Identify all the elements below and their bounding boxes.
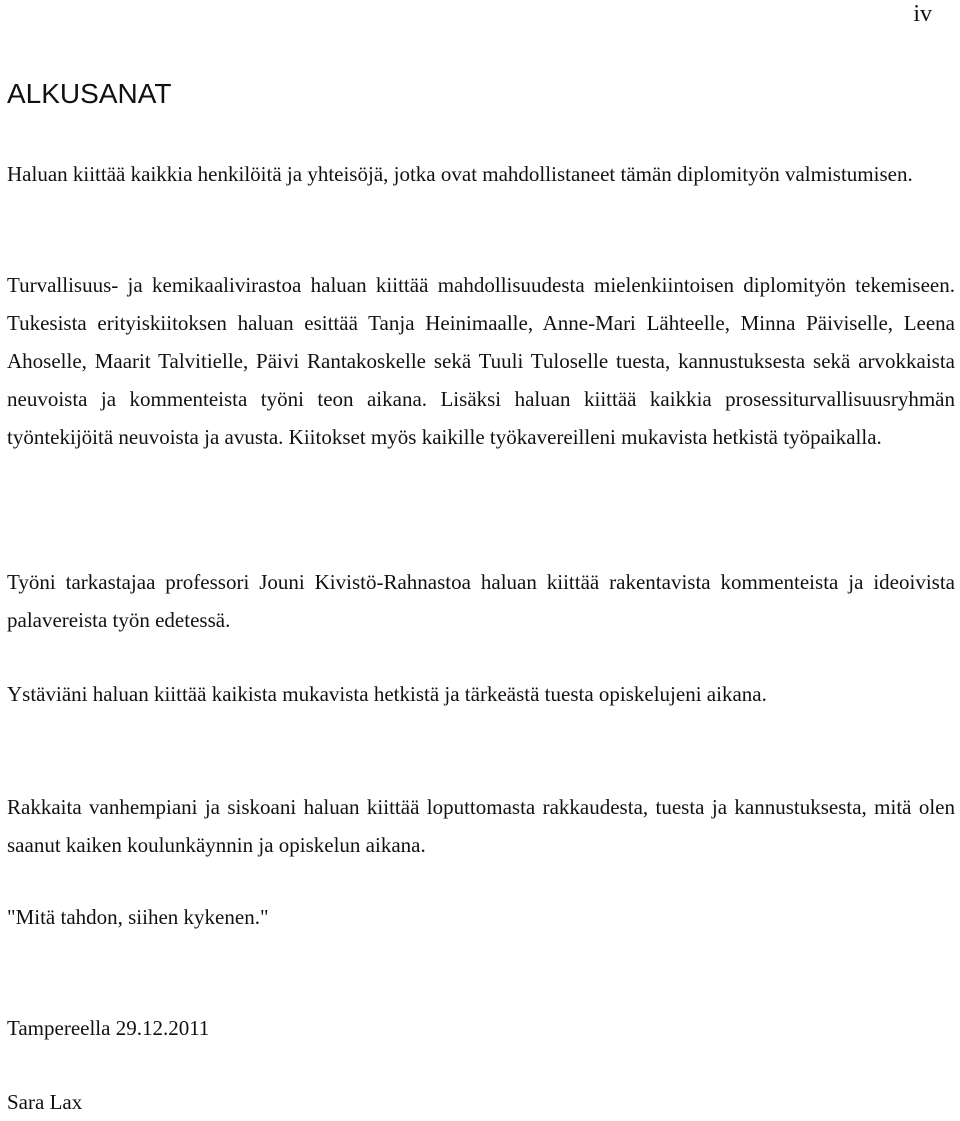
paragraph-thanks-examiner: Työni tarkastajaa professori Jouni Kivistö-Rahnastoa haluan kiittää rakentavista kommenteista ja ideoivista palavereista työn edetessä. xyxy=(7,570,955,632)
place-and-date: Tampereella 29.12.2011 xyxy=(7,1016,210,1040)
paragraph-thanks-intro: Haluan kiittää kaikkia henkilöitä ja yhteisöjä, jotka ovat mahdollistaneet tämän diplomityön valmistumisen. xyxy=(7,162,913,186)
paragraph-thanks-friends: Ystäviäni haluan kiittää kaikista mukavista hetkistä ja tärkeästä tuesta opiskelujeni aikana. xyxy=(7,682,767,706)
paragraph-thanks-tukes: Turvallisuus- ja kemikaalivirastoa haluan kiittää mahdollisuudesta mielenkiintoisen diplomityön tekemiseen. Tukesista erityiskiitoksen haluan esittää Tanja Heinimaalle, Anne-Mari Lähteelle, Minna Päiviselle, Leena Ahoselle, Maarit Talvitielle, Päivi Rantakoskelle sekä Tuuli Tuloselle tuesta, kannustuksesta sekä arvokkaista neuvoista ja kommenteista työni teon aikana. Lisäksi haluan kiittää kaikkia prosessiturvallisuusryhmän työntekijöitä neuvoista ja avusta. Kiitokset myös kaikille työkavereilleni mukavista hetkistä työpaikalla. xyxy=(7,273,955,449)
author-name: Sara Lax xyxy=(7,1090,83,1114)
quote: "Mitä tahdon, siihen kykenen." xyxy=(7,905,269,929)
page-number: iv xyxy=(913,1,932,27)
paragraph-thanks-family: Rakkaita vanhempiani ja siskoani haluan kiittää loputtomasta rakkaudesta, tuesta ja kannustuksesta, mitä olen saanut kaiken koulunkäynnin ja opiskelun aikana. xyxy=(7,795,955,857)
page-title: ALKUSANAT xyxy=(7,78,172,109)
